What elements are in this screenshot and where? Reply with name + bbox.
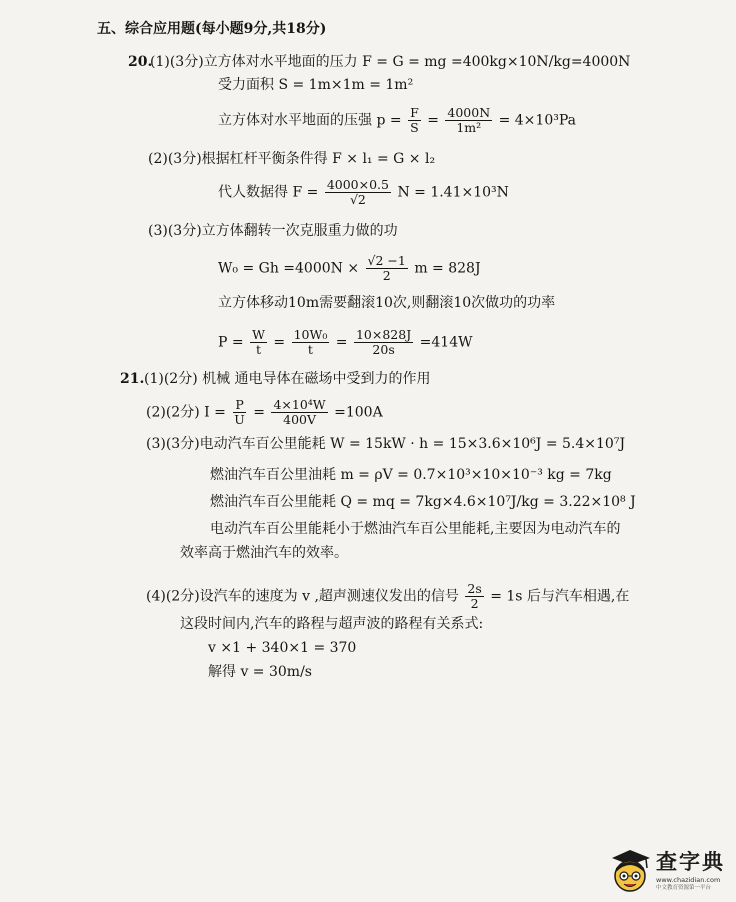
numerator: P: [235, 397, 244, 412]
q20-p3-line4: P = $\frac{W}{t}$ = $\frac{\text{10W₀}}{t}$ = $\frac{10\times 828J}{20s}$ =414W: [218, 327, 473, 357]
numerator: 10W₀: [293, 327, 328, 342]
q20-p3-line3: 立方体移动10m需要翻滚10次,则翻滚10次做功的功率: [218, 295, 556, 311]
q21-p3-line3: 燃油汽车百公里能耗 Q = mq = 7kg×4.6×10⁷J/kg = 3.22×10⁸ J: [210, 494, 636, 510]
q21-p3-line4: 电动汽车百公里能耗小于燃油汽车百公里能耗,主要因为电动汽车的: [210, 521, 621, 537]
fraction-f-over-s: [408, 106, 421, 135]
q20-p1-line2: 受力面积 S = 1m×1m = 1m²: [218, 77, 414, 93]
denominator: S: [410, 120, 419, 135]
denominator: U: [234, 412, 245, 427]
denominator: t: [255, 342, 261, 357]
numerator: 4000N: [447, 105, 491, 120]
q20-p1-formula: F = G = mg =400kg×10N/kg=4000N: [362, 54, 631, 70]
q21-p4-line1: [146, 582, 629, 611]
mascot-icon: [608, 846, 654, 896]
q21-p3-line2: 燃油汽车百公里油耗 m = ρV = 0.7×10³×10×10⁻³ kg = 7kg: [210, 467, 612, 483]
q20-p2-result: N = 1.41×10³N: [397, 184, 509, 201]
fraction-work-over-time: [354, 328, 413, 357]
fraction-4000n-over-1m2: [445, 106, 492, 135]
q20-p2-line1: (2)(3分)根据杠杆平衡条件得 F × l₁ = G × l₂: [148, 151, 436, 167]
numerator: √2 −1: [367, 253, 406, 268]
denominator: 2: [470, 596, 479, 611]
q20-p3-line1: (3)(3分)立方体翻转一次克服重力做的功: [148, 223, 398, 239]
q21-p4-line4: 解得 v = 30m/s: [208, 664, 312, 680]
numerator: 10×828J: [355, 327, 412, 342]
logo-url: www.chazidian.com: [656, 876, 721, 884]
q20-p3-power-prefix: P =: [218, 334, 244, 351]
q21-p4-line2: 这段时间内,汽车的路程与超声波的路程有关系式:: [180, 616, 484, 632]
section-header: 五、综合应用题(每小题9分,共18分): [97, 21, 327, 37]
fraction-force: [325, 178, 391, 207]
denominator: 1m²: [456, 120, 482, 135]
q21-label: 21.: [120, 371, 145, 387]
q21-p4-prefix: (4)(2分)设汽车的速度为 v ,超声测速仪发出的信号: [146, 588, 459, 605]
denominator: 20s: [372, 342, 395, 357]
fraction-power-over-voltage: [271, 398, 327, 427]
q20-p1-line3: 立方体对水平地面的压强 p = $\frac{F}{S}$ = $\frac{4000N}{\text{1m²}}$ = 4×10³Pa: [218, 105, 576, 135]
q21-p2: (2)(2分) I = $\frac{P}{U}$ = $\frac{\text{4×10⁴W}}{400V}$ =100A: [146, 397, 383, 427]
q20-p2-line2: [218, 178, 509, 207]
numerator: W: [252, 327, 265, 342]
logo-title: 查字典: [656, 850, 725, 874]
q20-p1-result: = 4×10³Pa: [498, 112, 576, 129]
denominator: 400V: [283, 412, 317, 427]
q20-p3-work-prefix: W₀ = Gh =4000N ×: [218, 260, 360, 277]
q21-p4-line3: v ×1 + 340×1 = 370: [208, 640, 357, 656]
fraction-p-over-u: [232, 398, 247, 427]
fraction-root2-minus-1-over-2: [366, 254, 408, 283]
q20-p1-text: (1)(3分)立方体对水平地面的压力: [150, 54, 358, 70]
q20-p1-line1: [150, 53, 630, 71]
fraction-w-over-t: [250, 328, 267, 357]
numerator: 2s: [467, 581, 482, 596]
fraction-10w0-over-t: [292, 328, 330, 357]
chazidian-logo: [608, 846, 732, 898]
denominator: √2: [349, 192, 366, 207]
q21-p4-suffix: = 1s 后与汽车相遇,在: [490, 588, 630, 605]
q21-p3-line1: (3)(3分)电动汽车百公里能耗 W = 15kW · h = 15×3.6×10⁶J = 5.4×10⁷J: [146, 436, 626, 452]
q20-p3-work-result: m = 828J: [414, 260, 481, 277]
fraction-2s-over-2: [465, 582, 483, 611]
numerator: F: [410, 105, 419, 120]
denominator: t: [307, 342, 313, 357]
q20-label: 20.: [128, 54, 153, 70]
q20-p1-p-symbol: p =: [376, 112, 402, 129]
q20-p3-line2: [218, 254, 481, 283]
q21-p2-prefix: (2)(2分) I =: [146, 404, 226, 421]
numerator: 4×10⁴W: [273, 397, 326, 412]
denominator: 2: [382, 268, 391, 283]
q20-p2-prefix: 代人数据得 F =: [218, 184, 319, 201]
q21-p1: (1)(2分) 机械 通电导体在磁场中受到力的作用: [144, 371, 431, 387]
q21-p3-line5: 效率高于燃油汽车的效率。: [180, 545, 348, 561]
q20-p3-power-result: =414W: [419, 334, 473, 351]
logo-tagline: 中文教育资源第一平台: [656, 885, 712, 891]
q20-p1-pressure-text: 立方体对水平地面的压强: [218, 112, 372, 129]
q21-p2-result: =100A: [334, 404, 383, 421]
numerator: 4000×0.5: [326, 177, 389, 192]
